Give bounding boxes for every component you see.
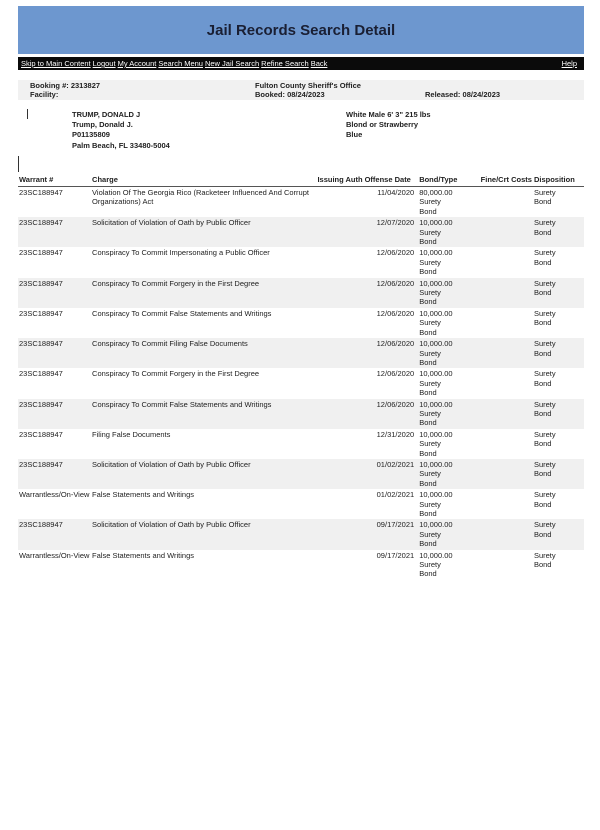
charge-cell: Conspiracy To Commit False Statements and Writings [91,399,316,429]
warrant-cell: 23SC188947 [18,278,91,308]
disposition-text: Surety Bond [533,278,556,298]
auth-cell [316,338,363,368]
date-cell: 01/02/2021 [364,459,416,489]
bond-cell [415,338,479,368]
person-eyes: Blue [346,130,363,139]
bond-cell [415,429,479,459]
date-cell: 09/17/2021 [364,519,416,549]
charge-cell: Conspiracy To Commit False Statements and Writings [92,308,272,318]
table-row [18,519,584,549]
back-link[interactable]: Back [310,59,328,68]
table-row [18,459,584,489]
search-menu-link[interactable]: Search Menu [158,59,203,68]
table-row [18,489,584,519]
auth-cell [316,278,363,308]
page [18,6,584,579]
bond-cell [415,187,479,218]
date-cell: 12/06/2020 [364,338,416,368]
warrant-cell: Warrantless/On-View [19,550,90,560]
bond-amount: 10,000.00 [419,278,453,288]
bond-amount: 10,000.00 [419,399,453,409]
charge-cell: Conspiracy To Commit Forgery in the First Degree [91,278,316,308]
charge-cell: Conspiracy To Commit Forgery in the First Degree [92,369,260,379]
date-cell: 12/06/2020 [376,248,415,258]
table-row [18,308,584,338]
bond-amount: 10,000.00 [419,339,453,349]
page-title: Jail Records Search Detail [206,21,396,39]
my-account-link[interactable]: My Account [117,59,157,68]
facility-label: Facility: [30,90,59,99]
charge-cell: Filing False Documents [92,429,171,439]
bond-cell [415,519,479,549]
warrant-cell: 23SC188947 [18,519,91,549]
bond-type: Surety Bond [419,560,441,579]
charge-cell: Solicitation of Violation of Oath by Public Officer [91,217,316,247]
auth-cell [316,550,363,580]
fine-cell [480,429,533,459]
auth-cell [316,217,363,247]
header-charge: Charge [91,174,316,187]
date-cell: 11/04/2020 [377,188,415,197]
fine-cell [480,550,533,580]
bond-amount: 10,000.00 [419,459,453,469]
warrant-cell: Warrantless/On-View [19,490,90,500]
nav-bar [18,57,584,70]
table-row [18,368,584,398]
header-warrant: Warrant # [18,174,91,187]
auth-cell [316,459,363,489]
auth-cell [316,368,363,398]
warrant-cell: 23SC188947 [19,369,63,379]
charge-cell: Conspiracy To Commit Impersonating a Public Officer [92,248,270,258]
disposition-cell [533,338,584,368]
table-row [18,278,584,308]
bond-cell [415,368,479,398]
date-cell: 12/06/2020 [376,308,415,318]
disposition-cell [533,550,584,580]
fine-cell [480,519,533,549]
auth-cell [316,429,363,459]
bond-type: Surety Bond [419,257,441,277]
date-cell: 12/06/2020 [364,278,416,308]
bond-amount: 10,000.00 [419,248,453,258]
fine-cell [480,399,533,429]
disposition-cell [533,429,584,459]
charge-cell: Violation Of The Georgia Rico (Racketeer Influenced And Corrupt Organizations) Act [92,188,309,207]
released-date: Released: 08/24/2023 [425,90,501,99]
warrant-cell: 23SC188947 [19,308,63,318]
fine-cell [480,247,533,277]
header-banner [18,6,584,54]
disposition-text: Surety Bond [533,459,556,479]
disposition-text: Surety Bond [533,369,556,388]
skip-to-main-link[interactable]: Skip to Main Content [21,59,91,68]
disposition-text: Surety Bond [533,399,556,418]
fine-cell [480,459,533,489]
auth-cell [316,247,363,277]
disposition-cell [533,368,584,398]
logout-link[interactable]: Logout [92,59,116,68]
disposition-cell [533,217,584,247]
disposition-text: Surety Bond [533,248,556,267]
bond-amount: 80,000.00 [419,188,453,197]
table-header-row [18,174,584,187]
disposition-cell [533,489,584,519]
date-cell: 12/06/2020 [364,399,416,429]
charge-cell: False Statements and Writings [92,550,195,560]
fine-cell [480,489,533,519]
date-cell: 09/17/2021 [376,550,415,560]
person-hair: Blond or Strawberry [346,120,419,129]
booking-number: Booking #: 2313827 [30,81,101,90]
warrant-cell: 23SC188947 [19,248,63,258]
bond-amount: 10,000.00 [419,308,453,318]
bond-cell [415,308,479,338]
fine-cell [480,278,533,308]
warrant-cell: 23SC188947 [18,399,91,429]
date-cell: 12/31/2020 [376,429,415,439]
person-name: TRUMP, DONALD J [72,110,141,119]
bond-type: Surety Bond [419,378,441,398]
person-alias: Trump, Donald J. [72,120,133,129]
auth-cell [316,308,363,338]
table-row [18,338,584,368]
disposition-cell [533,247,584,277]
disposition-cell [533,399,584,429]
bond-type: Surety Bond [419,348,441,367]
warrant-cell: 23SC188947 [18,217,91,247]
header-offense-date: Offense Date [364,174,416,187]
disposition-text: Surety Bond [533,490,556,509]
header-issuing-auth: Issuing Auth [316,174,363,187]
charges-table [18,174,584,580]
disposition-text: Surety Bond [533,188,556,207]
auth-cell [316,187,363,218]
bond-type: Surety Bond [419,469,441,488]
header-fine: Fine/Crt Costs [480,174,533,187]
date-cell: 12/07/2020 [364,217,416,247]
person-details [18,110,584,166]
charge-cell: Solicitation of Violation of Oath by Public Officer [91,459,316,489]
table-row [18,217,584,247]
bond-type: Surety Bond [419,499,441,518]
bond-type: Surety Bond [419,439,441,458]
warrant-cell: 23SC188947 [18,459,91,489]
booking-info [18,80,584,100]
warrant-cell: 23SC188947 [19,188,63,197]
bond-type: Surety Bond [419,529,441,549]
bond-amount: 10,000.00 [419,490,453,500]
new-jail-search-link[interactable]: New Jail Search [204,59,260,68]
bond-cell [415,247,479,277]
bond-amount: 10,000.00 [419,218,453,228]
charge-cell: Solicitation of Violation of Oath by Public Officer [91,519,316,549]
warrant-cell: 23SC188947 [18,338,91,368]
bond-cell [415,459,479,489]
fine-cell [480,217,533,247]
date-cell: 01/02/2021 [376,490,415,500]
bond-type: Surety Bond [419,288,441,307]
bond-cell [415,278,479,308]
warrant-cell: 23SC188947 [19,429,63,439]
table-row [18,247,584,277]
disposition-cell [533,187,584,218]
bond-type: Surety Bond [419,197,441,216]
charge-cell: False Statements and Writings [92,490,195,500]
disposition-text: Surety Bond [533,550,556,570]
bond-cell [415,399,479,429]
fine-cell [480,338,533,368]
disposition-text: Surety Bond [533,429,556,449]
bond-amount: 10,000.00 [419,550,453,560]
person-id: P01135809 [72,130,110,139]
disposition-cell [533,459,584,489]
table-row [18,429,584,459]
header-disposition: Disposition [533,174,584,187]
auth-cell [316,489,363,519]
agency-name: Fulton County Sheriff's Office [255,81,361,90]
table-row [18,187,584,218]
booked-date: Booked: 08/24/2023 [255,90,325,99]
bond-cell [415,550,479,580]
table-row [18,550,584,580]
bond-amount: 10,000.00 [419,429,453,439]
date-cell: 12/06/2020 [376,369,415,379]
disposition-cell [533,308,584,338]
disposition-text: Surety Bond [533,339,556,358]
fine-cell [480,187,533,218]
disposition-text: Surety Bond [533,308,556,328]
bond-cell [415,217,479,247]
person-address: Palm Beach, FL 33480-5004 [72,141,170,150]
bond-type: Surety Bond [419,318,441,337]
disposition-cell [533,278,584,308]
bond-type: Surety Bond [419,227,441,247]
bond-amount: 10,000.00 [419,369,453,379]
disposition-text: Surety Bond [533,218,556,237]
person-physical: White Male 6' 3" 215 lbs [346,110,431,119]
bond-type: Surety Bond [419,408,441,428]
fine-cell [480,308,533,338]
header-bond-type: Bond/Type [415,174,479,187]
help-link[interactable]: Help [561,59,577,68]
auth-cell [316,399,363,429]
bond-amount: 10,000.00 [419,520,453,530]
bond-cell [415,489,479,519]
auth-cell [316,519,363,549]
divider [18,156,19,172]
fine-cell [480,368,533,398]
refine-search-link[interactable]: Refine Search [261,59,309,68]
disposition-text: Surety Bond [533,520,556,539]
table-row [18,399,584,429]
disposition-cell [533,519,584,549]
charge-cell: Conspiracy To Commit Filing False Documents [91,338,316,368]
